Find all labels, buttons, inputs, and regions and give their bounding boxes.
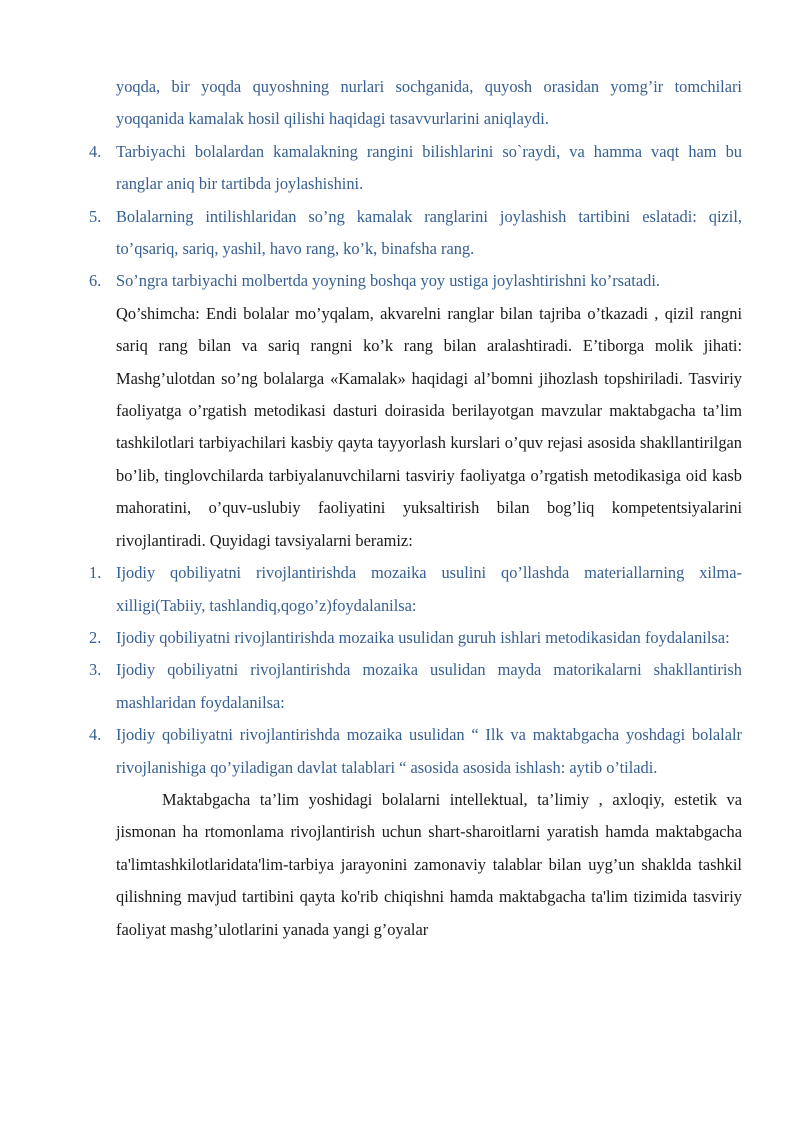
recommendation-item-2 [89, 622, 742, 654]
paragraph-text: Maktabgacha ta’lim yoshidagi bolalarni intellektual, ta’limiy , axloqiy, estetik va jismonan ha rtomonlama rivojlantirish uchun shart-sharoitlarni yaratish hamda maktabgacha ta'limtashkilotlaridata'lim-tarbiya jarayonini zamonaviy talablar bilan uyg’un shaklda tashkil qilishning mavjud tartibini qayta ko'rib chiqishni hamda maktabgacha ta'lim tizimida tasviriy faoliyat mashg’ulotlarini yanada yangi g’oyalar [116, 789, 742, 939]
recommendation-item-1 [89, 557, 742, 622]
paragraph-continuation [116, 71, 742, 136]
list-item-text: Ijodiy qobiliyatni rivojlantirishda mozaika usulini qo’llashda materiallarning xilma-xilligi(Tabiiy, tashlandiq,qogo’z)foydalanilsa: [116, 563, 742, 615]
list-number: 2. [89, 627, 102, 647]
list-item-text: So’ngra tarbiyachi molbertda yoyning boshqa yoy ustiga joylashtirishni ko’rsatadi. [116, 271, 660, 291]
list-number: 4. [89, 725, 102, 745]
list-number: 5. [89, 206, 102, 226]
paragraph-text: Qo’shimcha: Endi bolalar mo’yqalam, akvarelni ranglar bilan tajriba o’tkazadi , qizil rangni sariq rang bilan va sariq rangni ko’k rang bilan aralashtiradi. E’tiborga molik jihati: Mashg’ulotdan so’ng bolalarga «Kamalak» haqidagi al’bomni jihozlash topshiriladi. Tasviriy faoliyatga o’rgatish metodikasi dasturi doirasida berilayotgan mavzular maktabgacha ta’lim tashkilotlari tarbiyachilari kasbiy qayta tayyorlash kurslari o’quv rejasi asosida shakllantirilgan bo’lib, tinglovchilarda tarbiyalanuvchilarni tasviriy faoliyatga o’rgatish metodikasiga oid kasb mahoratini, o’quv-uslubiy faoliyatini yuksaltirish bilan bog’liq kompetentsiyalarini rivojlantiradi. Quyidagi tavsiyalarni beramiz: [116, 303, 742, 550]
list-item-text: Bolalarning intilishlaridan so’ng kamalak ranglarini joylashish tartibini eslatadi: qizil, to’qsariq, sariq, yashil, havo rang, ko’k, binafsha rang. [116, 206, 742, 259]
list-item-text: Ijodiy qobiliyatni rivojlantirishda mozaika usulidan mayda matorikalarni shakllantirish mashlaridan foydalanilsa: [116, 660, 742, 712]
list-item-6 [89, 265, 742, 297]
list-item-4 [89, 136, 742, 201]
list-number: 4. [89, 141, 102, 161]
list-number: 3. [89, 660, 102, 680]
list-item-5 [89, 201, 742, 266]
list-number: 1. [89, 563, 102, 583]
list-item-text: Ijodiy qobiliyatni rivojlantirishda mozaika usulidan guruh ishlari metodikasidan foydalanilsa: [116, 627, 730, 647]
document-body [89, 71, 742, 946]
list-number: 6. [89, 271, 102, 291]
recommendation-item-3 [89, 654, 742, 719]
recommendation-item-4 [89, 719, 742, 784]
list-item-text: Tarbiyachi bolalardan kamalakning rangini bilishlarini so`raydi, va hamma vaqt ham bu ranglar aniq bir tartibda joylashishini. [116, 141, 742, 194]
list-item-text: Ijodiy qobiliyatni rivojlantirishda mozaika usulidan “ Ilk va maktabgacha yoshdagi bolalalr rivojlanishiga qo’yiladigan davlat talablari “ asosida asosida ishlash: aytib o’tiladi. [116, 725, 742, 777]
paragraph-text: yoqda, bir yoqda quyoshning nurlari sochganida, quyosh orasidan yomg’ir tomchilari yoqqanida kamalak hosil qilishi haqidagi tasavvurlarini aniqlaydi. [116, 77, 742, 129]
paragraph-closing [116, 784, 742, 946]
paragraph-additional [116, 298, 742, 557]
